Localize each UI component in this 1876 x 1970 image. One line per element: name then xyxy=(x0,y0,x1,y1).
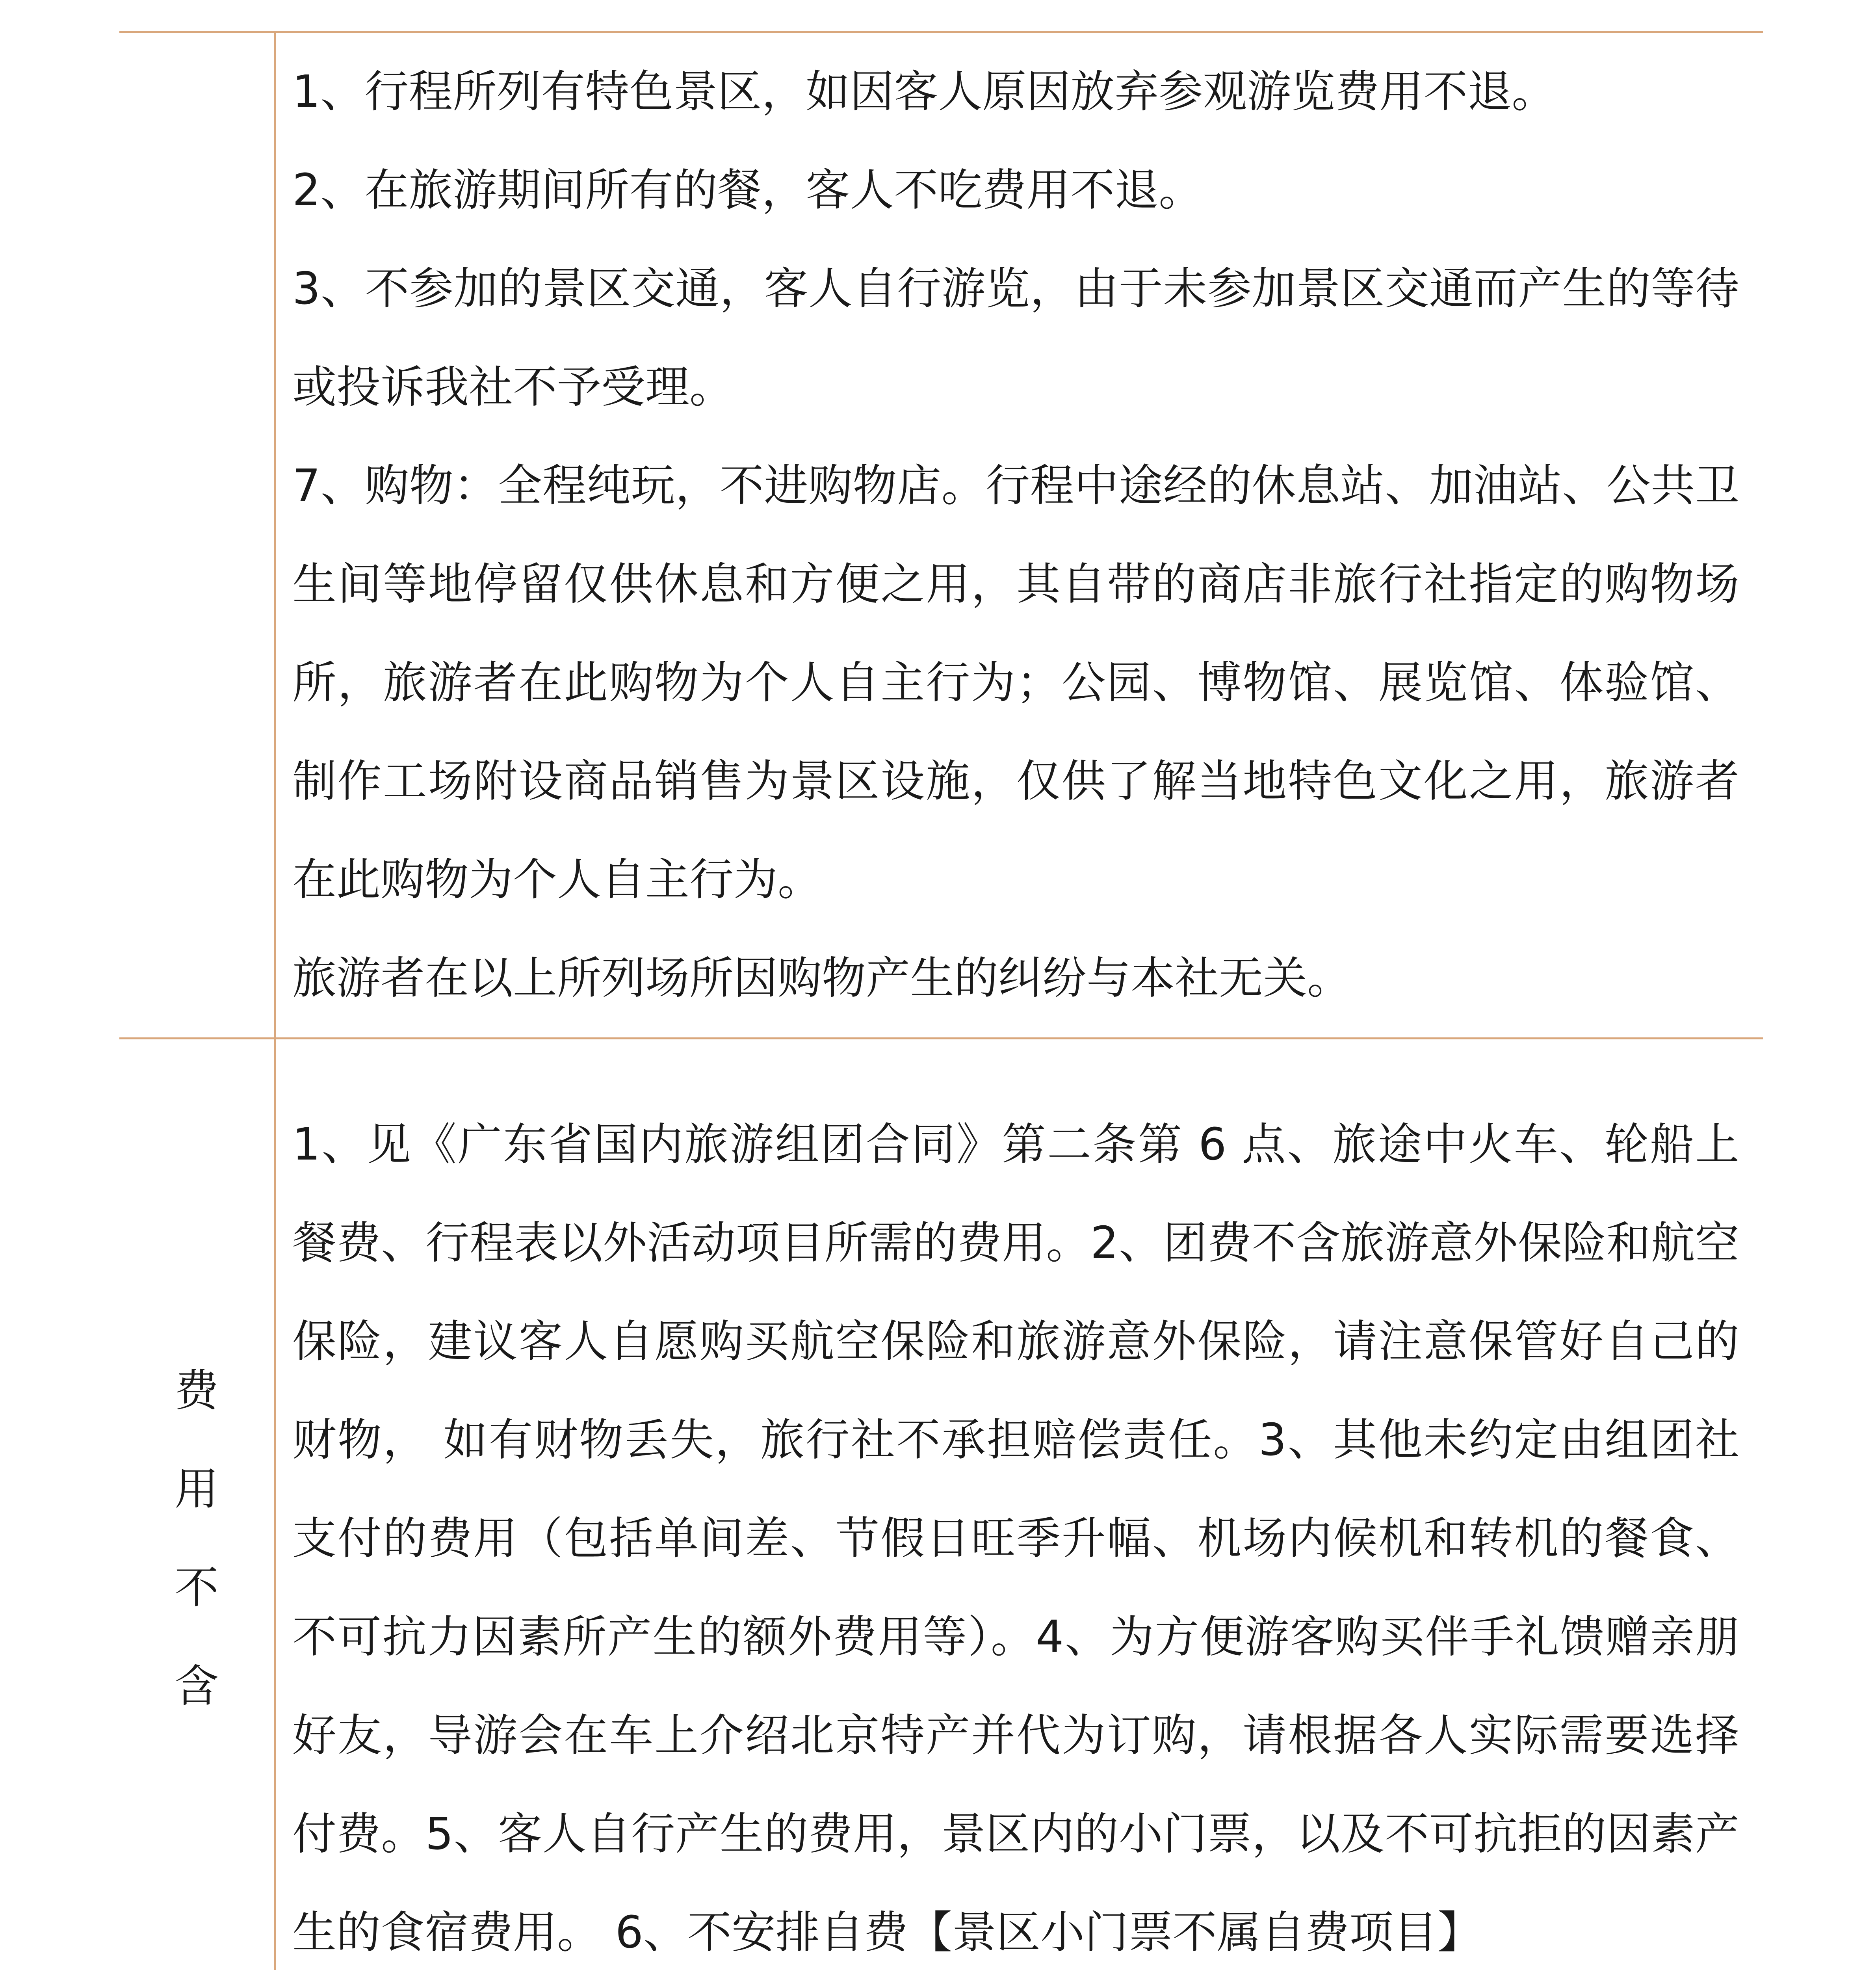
paragraph: 旅游者在以上所列场所因购物产生的纠纷与本社无关。 xyxy=(292,953,1351,1004)
paragraph: 3、不参加的景区交通，客人自行游览，由于未参加景区交通而产生的等待或投诉我社不予受理。 xyxy=(292,263,1739,413)
paragraph: 1、行程所列有特色景区，如因客人原因放弃参观游览费用不退。 xyxy=(292,66,1556,117)
row-label-fee-excluded: 费用不含 xyxy=(175,1365,219,1712)
row-label-cell xyxy=(119,1039,275,1970)
table-row xyxy=(119,1039,1763,1970)
table-row xyxy=(119,32,1763,1039)
paragraph: 2、在旅游期间所有的餐，客人不吃费用不退。 xyxy=(292,165,1203,216)
row-content-cell xyxy=(275,1039,1763,1970)
paragraph: 7、购物：全程纯玩，不进购物店。行程中途经的休息站、加油站、公共卫生间等地停留仅供休息和方便之用，其自带的商店非旅行社指定的购物场所，旅游者在此购物为个人自主行为；公园、博物馆、展览馆、体验馆、制作工场附设商品销售为景区设施，仅供了解当地特色文化之用，旅游者在此购物为个人自主行为。 xyxy=(292,460,1739,905)
row-content-cell xyxy=(275,32,1763,1039)
paragraph: 1、见《广东省国内旅游组团合同》第二条第 6 点、旅途中火车、轮船上餐费、行程表以外活动项目所需的费用。2、团费不含旅游意外保险和航空保险，建议客人自愿购买航空保险和旅游意外保险，请注意保管好自己的财物， 如有财物丢失，旅行社不承担赔偿责任。3、其他未约定由组团社支付的费用（包括单间差、节假日旺季升幅、机场内候机和转机的餐食、不可抗力因素所产生的额外费用等）。4、为方便游客购买伴手礼馈赠亲朋好友，导游会在车上介绍北京特产并代为订购，请根据各人实际需要选择付费。5、客人自行产生的费用，景区内的小门票，以及不可抗拒的因素产生的食宿费用。 6、不安排自费【景区小门票不属自费项目】 xyxy=(292,1119,1739,1958)
row-label-cell xyxy=(119,32,275,1039)
itinerary-terms-table xyxy=(119,31,1763,1970)
